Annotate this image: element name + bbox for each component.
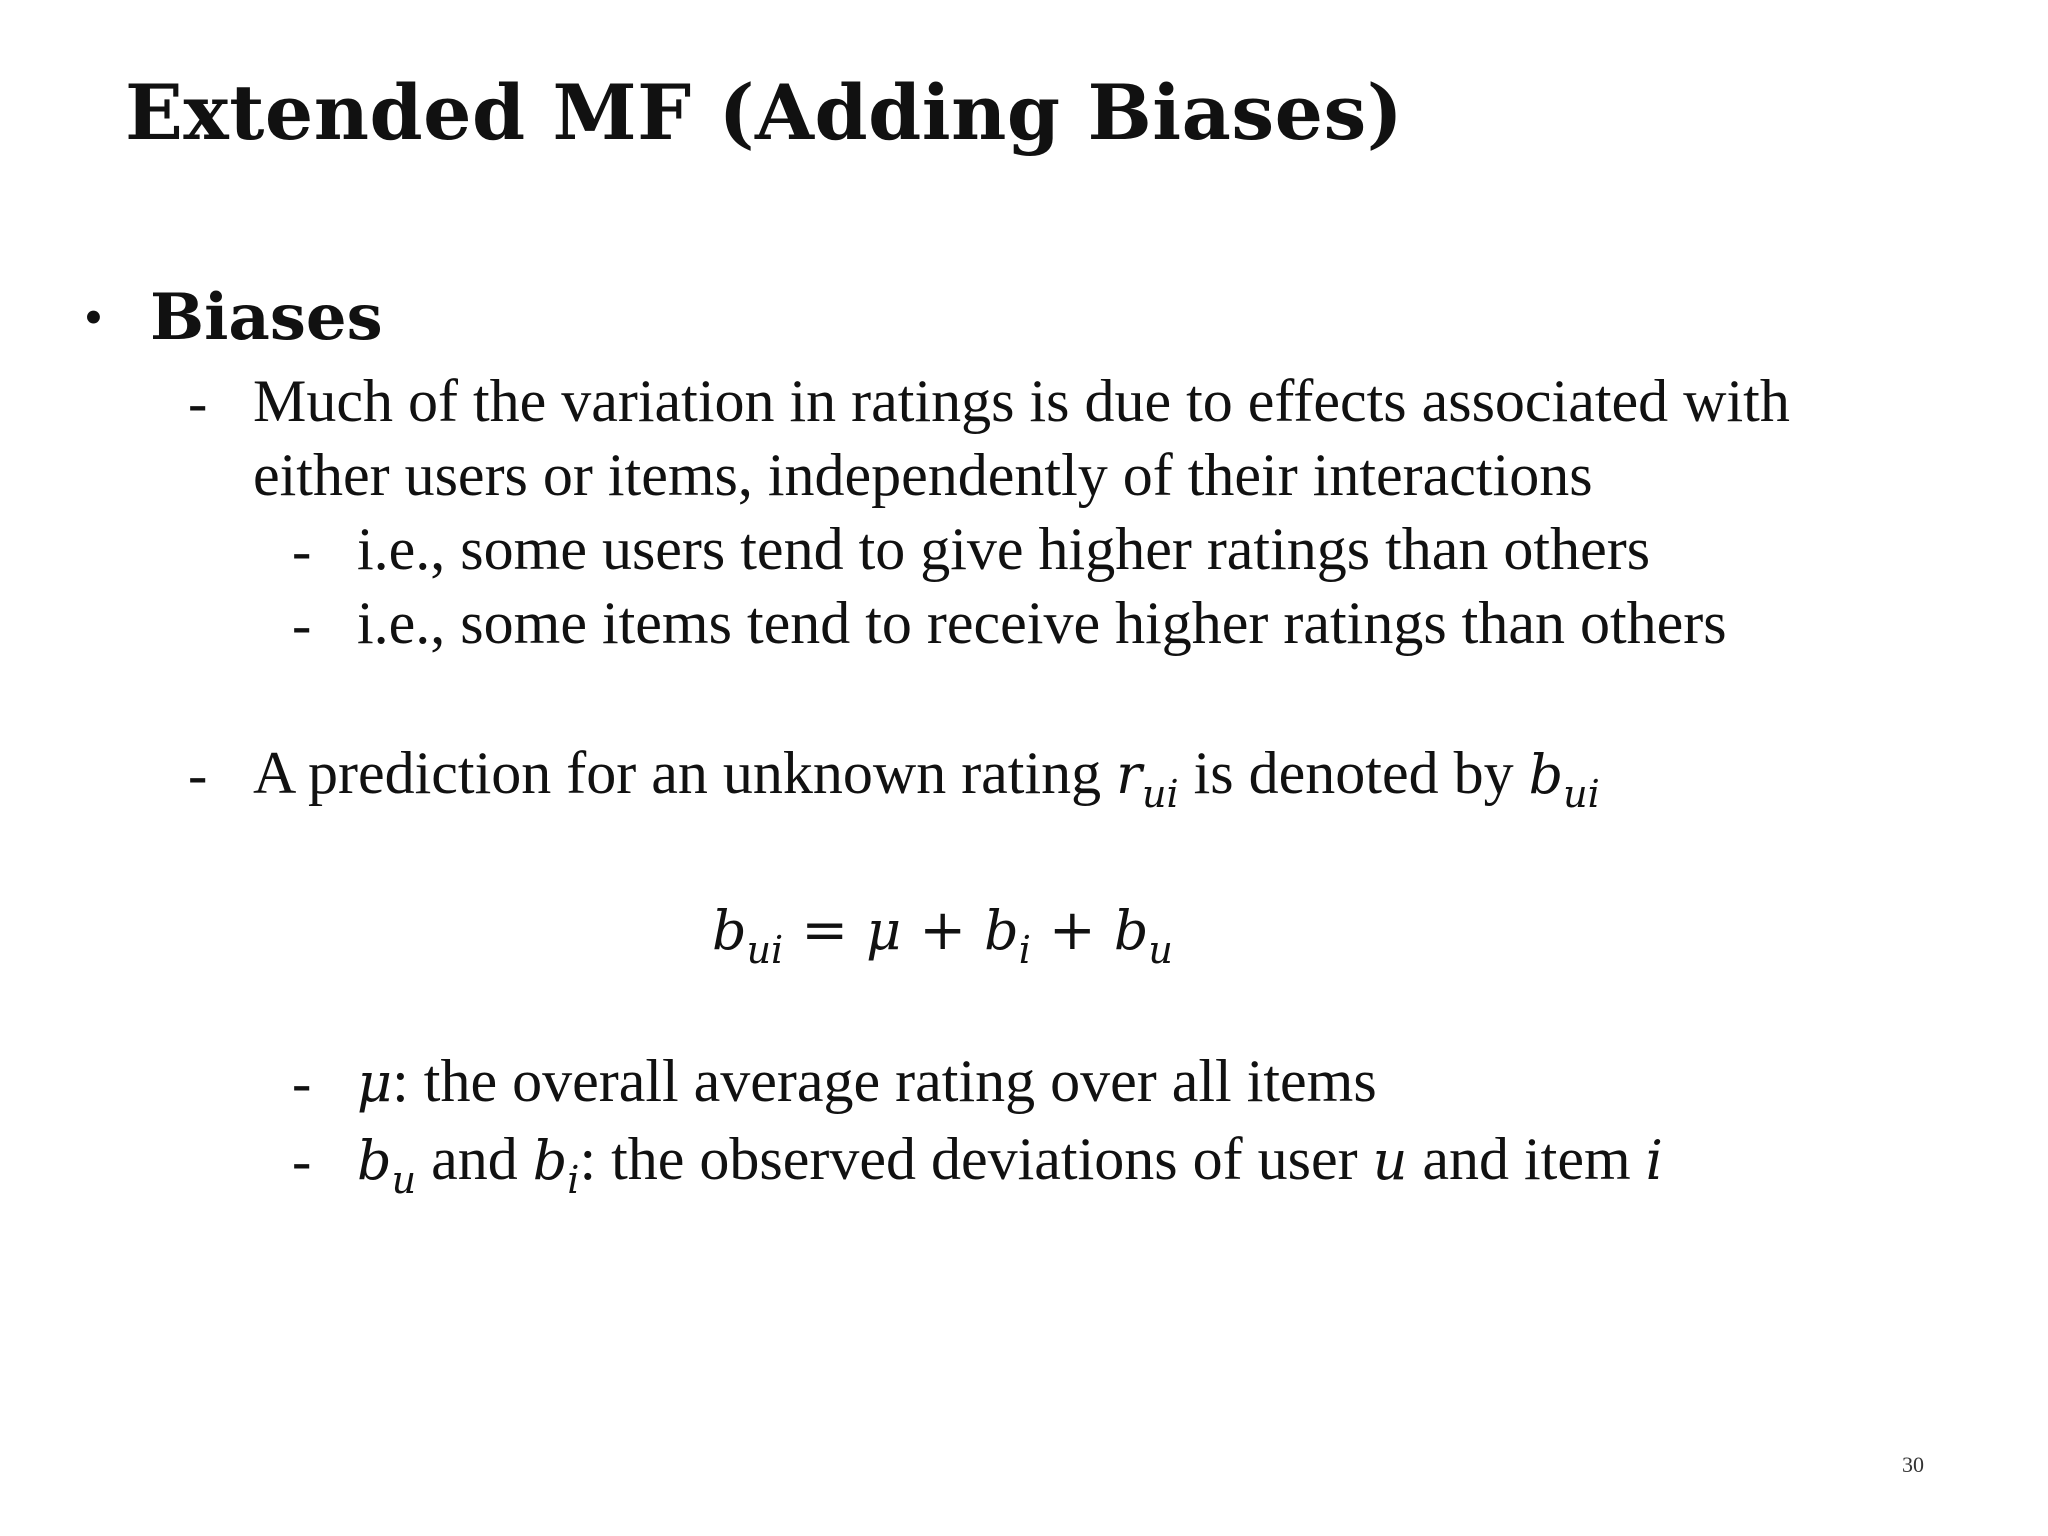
eq-plus: +: [1048, 898, 1096, 963]
eq-plus: +: [919, 898, 967, 963]
dash-marker: -: [292, 518, 312, 583]
math-sub-ui: ui: [1563, 772, 1600, 816]
dash-marker: -: [188, 370, 208, 435]
def-sub-i: i: [567, 1158, 580, 1202]
eq-b: b: [1113, 899, 1149, 962]
eq-b: b: [712, 899, 747, 962]
def-user-u: u: [1372, 1129, 1408, 1192]
math-r: r: [1116, 743, 1142, 806]
page-number: 30: [1902, 1452, 1924, 1477]
eq-b: b: [984, 899, 1019, 962]
def-mu-text: : the overall average rating over all items: [392, 1048, 1377, 1114]
def-and: and: [416, 1126, 533, 1192]
definition-mu: [357, 1046, 1377, 1118]
math-b: b: [1528, 743, 1564, 806]
prediction-prefix: A prediction for an unknown rating: [253, 740, 1117, 806]
def-item-i: i: [1645, 1129, 1663, 1192]
dash-marker: -: [292, 592, 312, 657]
definition-biases: [357, 1124, 1663, 1215]
def-mu-symbol: μ: [357, 1051, 393, 1114]
def-bias-text: : the observed deviations of user: [579, 1126, 1373, 1192]
sub-point-items: i.e., some items tend to receive higher ratings than others: [357, 590, 1727, 656]
variation-text-line2: either users or items, independently of their interactions: [253, 442, 1593, 508]
dash-marker: -: [292, 1128, 312, 1193]
bias-equation: [712, 896, 1173, 985]
eq-equals: =: [801, 898, 849, 963]
def-sub-u: u: [391, 1158, 417, 1202]
sub-point-users: i.e., some users tend to give higher ratings than others: [357, 516, 1651, 582]
eq-mu: μ: [866, 899, 902, 962]
prediction-text: [253, 738, 1600, 829]
prediction-middle: is denoted by: [1178, 740, 1529, 806]
variation-text-line1: Much of the variation in ratings is due to effects associated with: [253, 368, 1790, 434]
def-b: b: [357, 1129, 392, 1192]
eq-sub-ui: ui: [746, 928, 784, 972]
dash-marker: -: [292, 1050, 312, 1115]
bullet-heading-biases: Biases: [150, 280, 383, 355]
eq-sub-i: i: [1018, 928, 1031, 972]
eq-sub-u: u: [1148, 928, 1173, 972]
math-sub-ui: ui: [1141, 772, 1179, 816]
def-and-item: and item: [1407, 1126, 1646, 1192]
slide-title: Extended MF (Adding Biases): [125, 68, 1404, 157]
bullet-dot-icon: •: [84, 287, 103, 347]
dash-marker: -: [188, 742, 208, 807]
def-b: b: [532, 1129, 568, 1192]
